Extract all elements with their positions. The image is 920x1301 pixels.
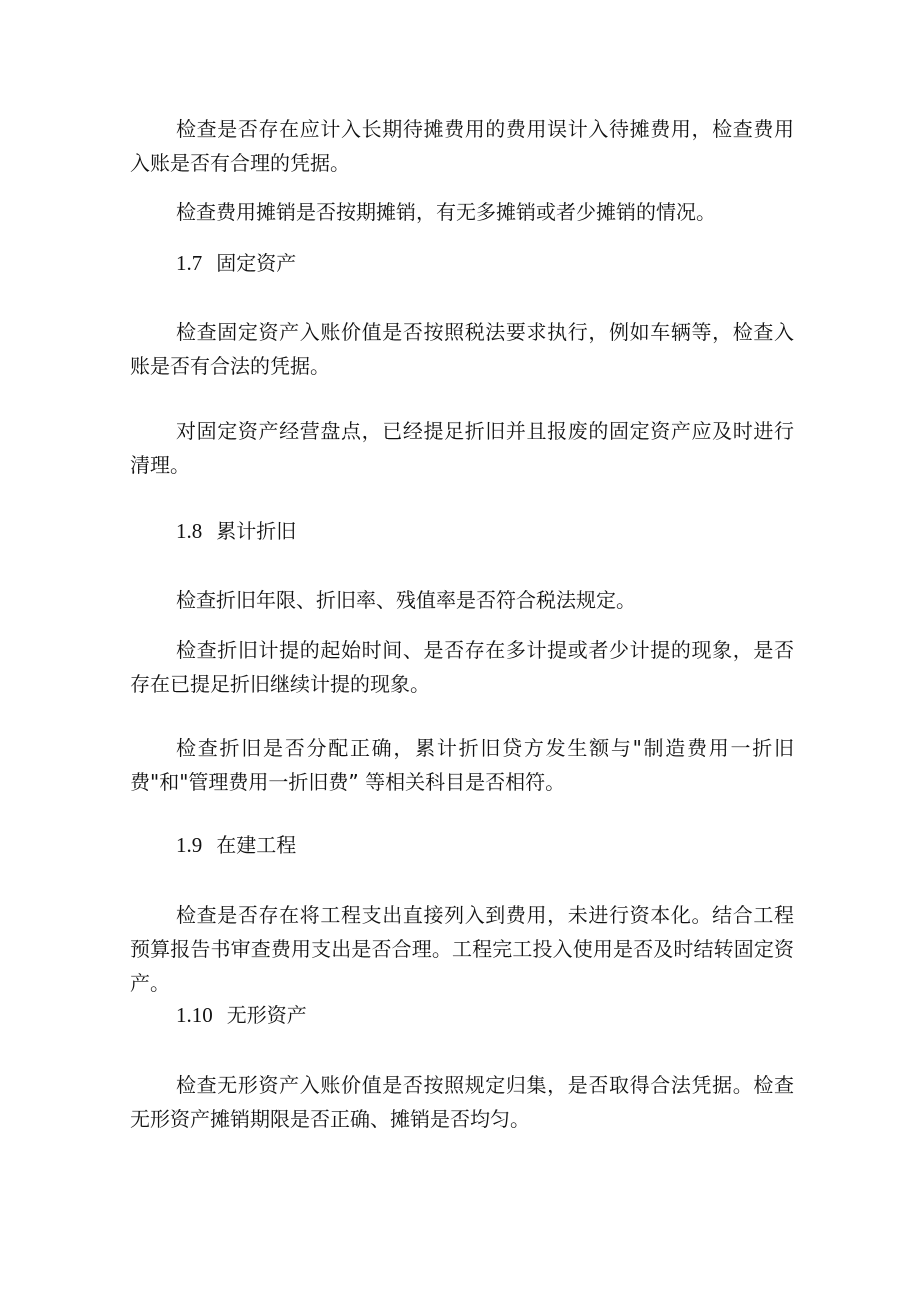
- section-title: 累计折旧: [216, 519, 297, 543]
- paragraph-fixed-asset-inventory: 对固定资产经营盘点，已经提足折旧并且报废的固定资产应及时进行清理。: [130, 419, 794, 477]
- paragraph-prepaid-expense-check: 检查是否存在应计入长期待摊费用的费用误计入待摊费用，检查费用入账是否有合理的凭据。: [130, 117, 794, 175]
- section-title: 无形资产: [226, 1003, 307, 1027]
- paragraph-depreciation-allocation: 检查折旧是否分配正确，累计折旧贷方发生额与"制造费用一折旧费"和"管理费用一折旧费” 等相关科目是否相符。: [130, 736, 794, 794]
- section-number: 1.9: [176, 833, 203, 857]
- section-number: 1.10: [176, 1003, 213, 1027]
- section-number: 1.8: [176, 519, 203, 543]
- section-heading-1-9: [176, 828, 296, 862]
- section-heading-1-7: [176, 246, 296, 280]
- paragraph-depreciation-timing: 检查折旧计提的起始时间、是否存在多计提或者少计提的现象，是否存在已提足折旧继续计提的现象。: [130, 638, 794, 696]
- paragraph-intangible-assets: 检查无形资产入账价值是否按照规定归集，是否取得合法凭据。检查无形资产摊销期限是否正确、摊销是否均匀。: [130, 1073, 794, 1131]
- paragraph-fixed-asset-value-check: 检查固定资产入账价值是否按照税法要求执行，例如车辆等，检查入账是否有合法的凭据。: [130, 320, 794, 378]
- paragraph-amortization-check: 检查费用摊销是否按期摊销，有无多摊销或者少摊销的情况。: [176, 200, 716, 224]
- paragraph-construction-in-progress: 检查是否存在将工程支出直接列入到费用，未进行资本化。结合工程预算报告书审查费用支出是否合理。工程完工投入使用是否及时结转固定资产。: [130, 903, 794, 995]
- section-heading-1-8: [176, 514, 296, 548]
- paragraph-depreciation-rules: 检查折旧年限、折旧率、残值率是否符合税法规定。: [176, 588, 636, 612]
- section-title: 固定资产: [216, 251, 297, 275]
- section-heading-1-10: [176, 998, 307, 1032]
- section-number: 1.7: [176, 251, 203, 275]
- section-title: 在建工程: [216, 833, 297, 857]
